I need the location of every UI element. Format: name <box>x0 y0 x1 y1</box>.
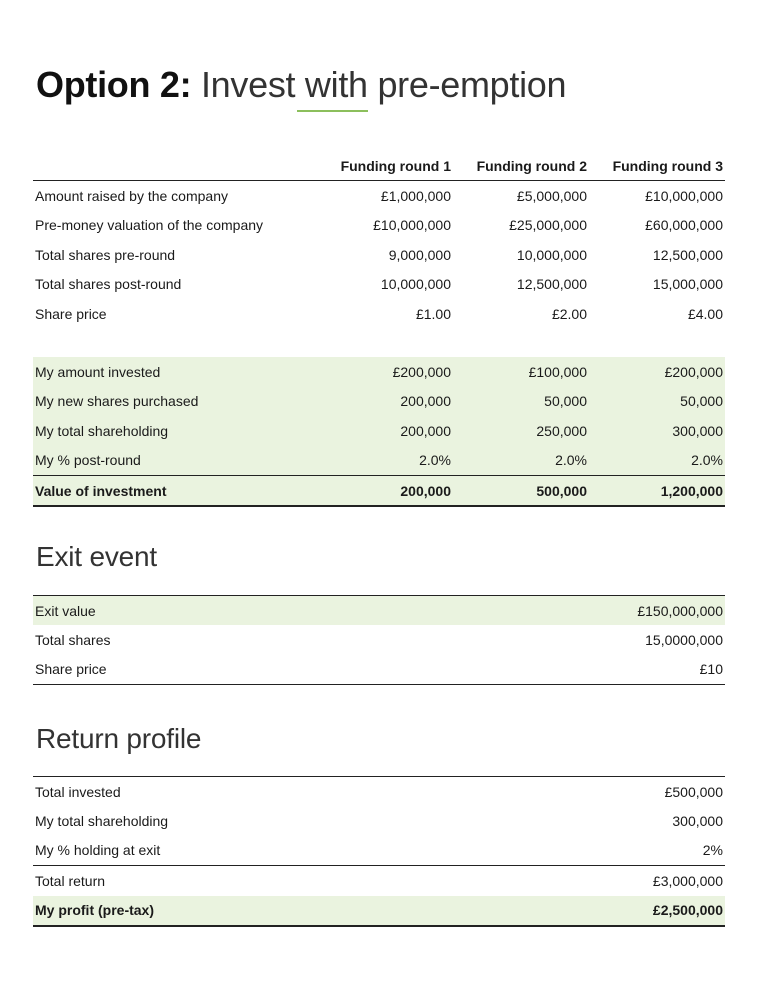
row-label: Total return <box>35 872 106 889</box>
cell-value: 9,000,000 <box>388 246 451 263</box>
table-spacer <box>33 328 725 357</box>
column-header: Funding round 2 <box>453 151 589 181</box>
page-title-bold: Option 2: <box>36 64 192 105</box>
funding-rounds-table <box>33 151 725 507</box>
row-label: Share price <box>35 305 107 322</box>
row-label: Total shares <box>35 632 111 649</box>
table-row <box>33 446 725 476</box>
column-header: Funding round 3 <box>589 151 725 181</box>
cell-value: 500,000 <box>453 475 589 506</box>
cell-value: £60,000,000 <box>645 217 723 234</box>
cell-value: 10,000,000 <box>516 246 587 263</box>
cell-value: £200,000 <box>589 357 725 386</box>
table-row <box>33 625 725 654</box>
cell-value: 50,000 <box>453 387 589 416</box>
table-row <box>33 806 725 835</box>
cell-value: 12,500,000 <box>652 246 723 263</box>
row-label: Total shares post-round <box>35 276 182 293</box>
return-section-title: Return profile <box>36 723 202 754</box>
table-row <box>33 866 725 896</box>
exit-table <box>33 595 725 685</box>
cell-value: £2.00 <box>551 305 587 322</box>
cell-value: £10 <box>358 655 725 685</box>
table-row <box>33 270 725 299</box>
row-label: Value of investment <box>33 475 317 506</box>
cell-value: £200,000 <box>317 357 453 386</box>
cell-value: £10,000,000 <box>645 188 723 205</box>
funding-header-blank <box>33 151 317 181</box>
cell-value: 200,000 <box>317 387 453 416</box>
cell-value: 15,000,000 <box>652 276 723 293</box>
cell-value: £3,000,000 <box>652 872 723 889</box>
row-label: My total shareholding <box>35 813 169 830</box>
cell-value: £1,000,000 <box>380 188 451 205</box>
cell-value: 15,0000,000 <box>645 632 723 649</box>
row-label: My amount invested <box>33 357 317 386</box>
row-label: My % post-round <box>33 446 317 476</box>
cell-value: £1.00 <box>415 305 451 322</box>
row-label: My total shareholding <box>33 416 317 445</box>
table-row <box>33 240 725 269</box>
total-row <box>33 896 725 926</box>
cell-value: £150,000,000 <box>358 596 725 626</box>
table-row <box>33 596 725 626</box>
table-row <box>33 181 725 211</box>
title-accent-underline <box>297 110 368 112</box>
cell-value: 10,000,000 <box>380 276 451 293</box>
cell-value: 2.0% <box>589 446 725 476</box>
row-label: Exit value <box>33 596 358 626</box>
cell-value: £25,000,000 <box>509 217 587 234</box>
cell-value: 50,000 <box>589 387 725 416</box>
table-row <box>33 836 725 866</box>
cell-value: 200,000 <box>317 475 453 506</box>
cell-value: 1,200,000 <box>589 475 725 506</box>
total-row <box>33 475 725 506</box>
table-row <box>33 777 725 807</box>
cell-value: 250,000 <box>453 416 589 445</box>
cell-value: 200,000 <box>317 416 453 445</box>
exit-section-title: Exit event <box>36 541 157 572</box>
cell-value: 300,000 <box>672 813 723 830</box>
cell-value: 2.0% <box>317 446 453 476</box>
table-row <box>33 357 725 386</box>
row-label: My new shares purchased <box>33 387 317 416</box>
cell-value: £4.00 <box>687 305 723 322</box>
row-label: Share price <box>33 655 358 685</box>
cell-value: £100,000 <box>453 357 589 386</box>
table-row <box>33 299 725 328</box>
cell-value: 300,000 <box>589 416 725 445</box>
funding-header-row <box>33 151 725 181</box>
cell-value: 12,500,000 <box>516 276 587 293</box>
table-row <box>33 416 725 445</box>
row-label: My % holding at exit <box>33 836 482 866</box>
cell-value: £2,500,000 <box>482 896 725 926</box>
row-label: My profit (pre-tax) <box>33 896 482 926</box>
table-row <box>33 211 725 240</box>
cell-value: 2% <box>482 836 725 866</box>
row-label: Total invested <box>35 783 121 800</box>
cell-value: 2.0% <box>453 446 589 476</box>
table-row <box>33 655 725 685</box>
row-label: Total shares pre-round <box>35 246 176 263</box>
column-header: Funding round 1 <box>317 151 453 181</box>
cell-value: £500,000 <box>664 783 723 800</box>
page-title-light: Invest with pre-emption <box>200 64 567 105</box>
row-label: Pre-money valuation of the company <box>35 217 264 234</box>
row-label: Amount raised by the company <box>35 188 228 205</box>
cell-value: £10,000,000 <box>373 217 451 234</box>
cell-value: £5,000,000 <box>516 188 587 205</box>
page-title <box>36 62 566 108</box>
table-row <box>33 387 725 416</box>
return-table <box>33 776 725 927</box>
